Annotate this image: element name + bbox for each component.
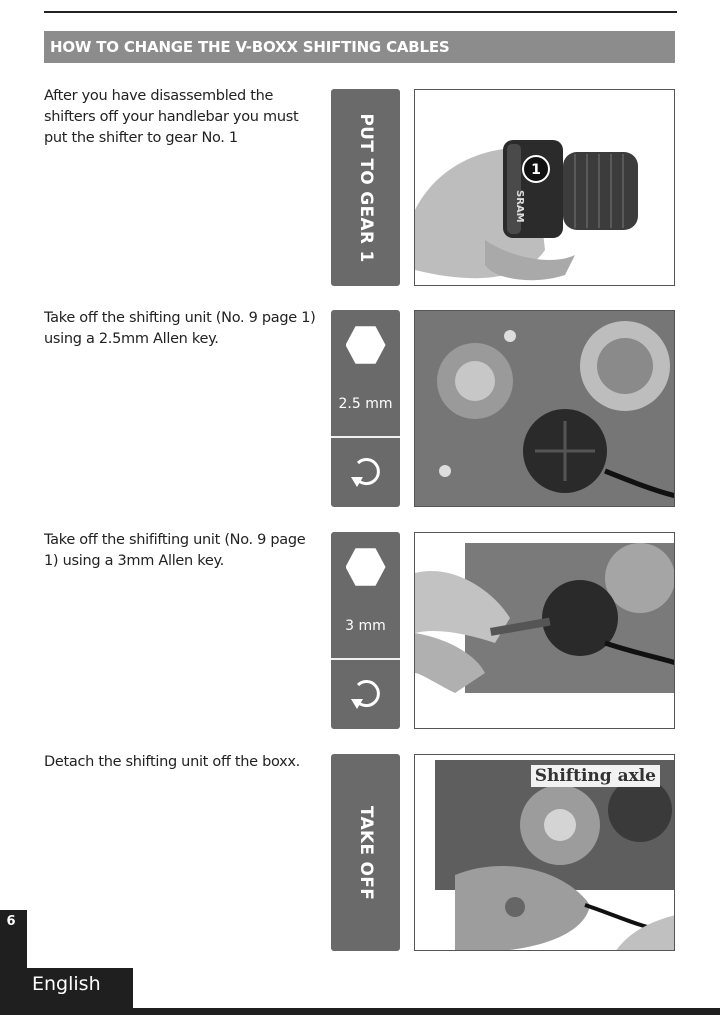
top-rule bbox=[44, 11, 677, 13]
step-4-photo bbox=[414, 754, 675, 951]
step-1-text: After you have disassembled the shifters off your handlebar you must put the shifter to gear No. 1 bbox=[44, 88, 299, 146]
step-2-photo bbox=[414, 310, 675, 507]
step-3-text: Take off the shififting unit (No. 9 page 1) using a 3mm Allen key. bbox=[44, 532, 306, 569]
tab-divider bbox=[331, 658, 400, 660]
step-3-tab bbox=[331, 532, 400, 729]
section-title: HOW TO CHANGE THE V-BOXX SHIFTING CABLES bbox=[44, 31, 675, 63]
hexagon-icon bbox=[346, 547, 386, 587]
photo-caption-shifting-axle: Shifting axle bbox=[531, 765, 660, 787]
tab-divider bbox=[331, 436, 400, 438]
step-2-tab bbox=[331, 310, 400, 507]
step-1-photo bbox=[414, 89, 675, 286]
step-2-tool-size: 2.5 mm bbox=[338, 396, 393, 412]
step-4-tab-label: TAKE OFF bbox=[355, 805, 376, 900]
footer-bar bbox=[0, 1008, 720, 1015]
step-1-tab-label: PUT TO GEAR 1 bbox=[355, 112, 376, 263]
step-3-tool-size: 3 mm bbox=[345, 618, 386, 634]
counterclockwise-icon bbox=[346, 674, 386, 714]
step-3-photo bbox=[414, 532, 675, 729]
shifter-brand: SRAM bbox=[514, 190, 525, 223]
hexagon-icon bbox=[346, 325, 386, 365]
gear-badge: 1 bbox=[531, 162, 541, 178]
step-4-text: Detach the shifting unit off the boxx. bbox=[44, 754, 300, 770]
step-4-tab bbox=[331, 754, 400, 951]
step-1-tab bbox=[331, 89, 400, 286]
step-2-text: Take off the shifting unit (No. 9 page 1) using a 2.5mm Allen key. bbox=[44, 310, 316, 347]
language-label: English bbox=[32, 973, 101, 995]
page-number: 6 bbox=[6, 914, 16, 929]
counterclockwise-icon bbox=[346, 452, 386, 492]
